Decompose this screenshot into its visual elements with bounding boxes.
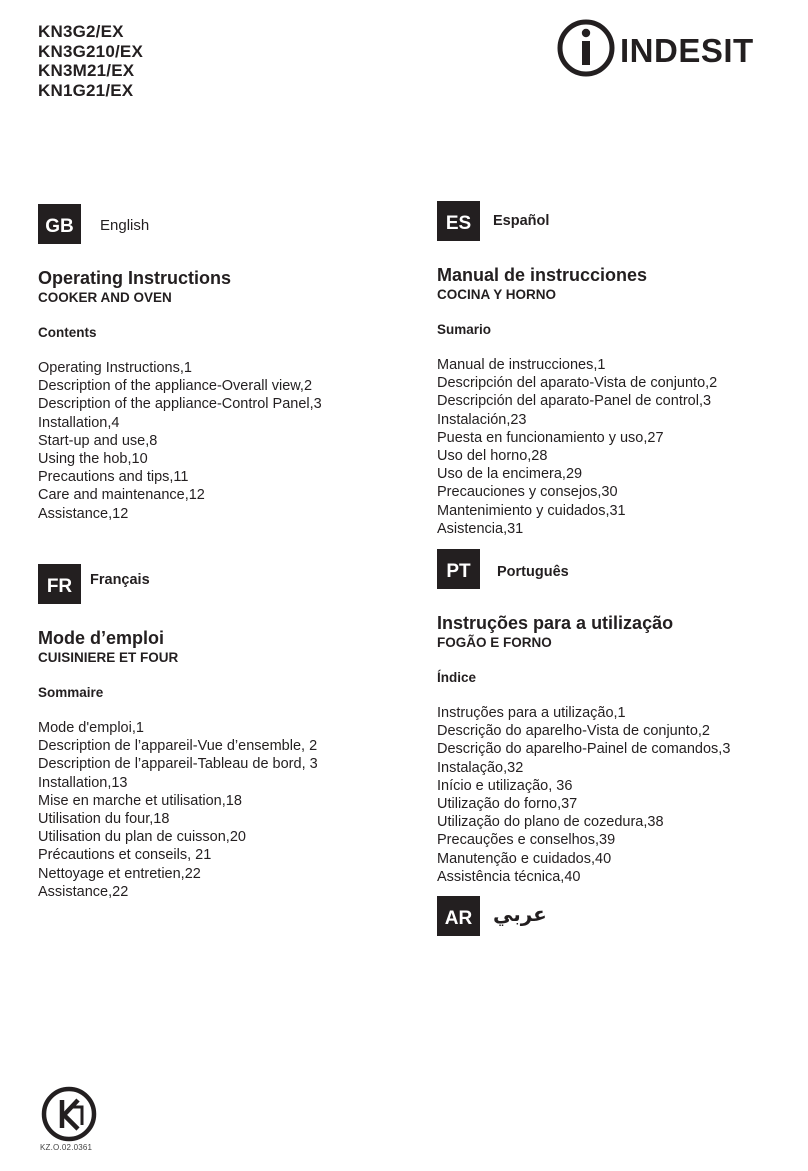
toc-item: Utilização do plano de cozedura,38 [437,814,664,831]
language-name: Español [493,213,550,229]
toc-item: Uso de la encimera,29 [437,466,583,483]
section-subtitle: CUISINIERE ET FOUR [38,650,179,665]
language-header [38,204,398,244]
toc-item: Assistência técnica,40 [437,868,581,885]
section-gb [38,204,398,523]
toc-item: Assistance,12 [38,505,129,522]
language-code-badge: ES [437,201,480,241]
toc-item: Instalación,23 [437,411,527,428]
language-header [437,549,797,589]
certification-code: KZ.O.02.0361 [40,1143,93,1152]
toc-item: Utilisation du plan de cuisson,20 [38,829,246,846]
toc-item: Descripción del aparato-Panel de control,3 [437,393,712,410]
section-subtitle: COOKER AND OVEN [38,290,172,305]
section-es [437,201,797,538]
table-of-contents [38,359,398,523]
table-of-contents [437,704,797,886]
toc-item: Mise en marche et utilisation,18 [38,792,242,809]
table-of-contents [437,356,797,538]
toc-item: Assistance,22 [38,883,129,900]
toc-item: Operating Instructions,1 [38,360,192,376]
toc-item: Instruções para a utilização,1 [437,705,626,721]
language-name: English [100,217,150,234]
toc-item: Start-up and use,8 [38,432,158,449]
language-name: عربي [493,902,547,926]
toc-item: Manual de instrucciones,1 [437,357,606,373]
toc-item: Descrição do aparelho-Vista de conjunto,2 [437,723,710,740]
model-number: KN3G2/EX [38,22,124,41]
toc-item: Description of the appliance-Control Panel,3 [38,396,322,413]
toc-item: Asistencia,31 [437,520,524,537]
language-name: Português [497,564,569,580]
toc-item: Description de l’appareil-Tableau de bord, 3 [38,756,318,773]
contents-heading: Sommaire [38,685,104,700]
model-list [38,22,143,100]
toc-item: Utilização do forno,37 [437,796,578,813]
section-subtitle: FOGÃO E FORNO [437,635,552,650]
section-pt [437,549,797,886]
toc-item: Descrição do aparelho-Painel de comandos,3 [437,741,731,758]
toc-item: Precautions and tips,11 [38,469,189,486]
toc-item: Mode d'emploi,1 [38,720,144,736]
toc-item: Puesta en funcionamiento y uso,27 [437,429,664,446]
section-subtitle: COCINA Y HORNO [437,287,557,302]
toc-item: Nettoyage et entretien,22 [38,865,201,882]
language-code-badge: GB [38,204,81,244]
model-number: KN3M21/EX [38,61,135,80]
toc-item: Description of the appliance-Overall view,2 [38,378,313,395]
contents-heading: Índice [437,670,477,685]
language-header [437,201,797,241]
toc-item: Installation,13 [38,774,128,791]
brand-wordmark: INDESIT [620,32,754,69]
toc-item: Care and maintenance,12 [38,487,205,504]
toc-item: Uso del horno,28 [437,448,548,465]
contents-heading: Contents [38,325,97,340]
model-number: KN1G21/EX [38,80,134,100]
section-ar [437,896,797,936]
table-of-contents [38,719,398,901]
contents-heading: Sumario [437,322,492,337]
section-title: Instruções para a utilização [437,613,674,633]
toc-item: Instalação,32 [437,759,524,776]
language-name: Français [90,572,150,588]
toc-item: Precauciones y consejos,30 [437,484,618,501]
indesit-logo [556,18,774,78]
language-header [437,896,797,936]
language-code-badge: PT [437,549,480,589]
section-fr [38,564,398,901]
toc-item: Manutenção e cuidados,40 [437,850,612,867]
toc-item: Mantenimiento y cuidados,31 [437,502,626,519]
toc-item: Description de l’appareil-Vue d’ensemble, 2 [38,738,318,755]
section-title: Mode d’emploi [38,628,164,648]
section-title: Operating Instructions [38,268,232,288]
toc-item: Precauções e conselhos,39 [437,832,616,849]
language-code-badge: FR [38,564,81,604]
model-number: KN3G210/EX [38,41,143,61]
toc-item: Installation,4 [38,414,120,431]
language-code-badge: AR [437,896,480,936]
certification-mark-icon [40,1085,98,1143]
toc-item: Using the hob,10 [38,451,148,468]
toc-item: Início e utilização, 36 [437,777,573,794]
section-title: Manual de instrucciones [437,265,648,285]
language-header [38,564,398,604]
toc-item: Utilisation du four,18 [38,811,170,828]
toc-item: Précautions et conseils, 21 [38,847,212,864]
toc-item: Descripción del aparato-Vista de conjunto,2 [437,375,718,392]
